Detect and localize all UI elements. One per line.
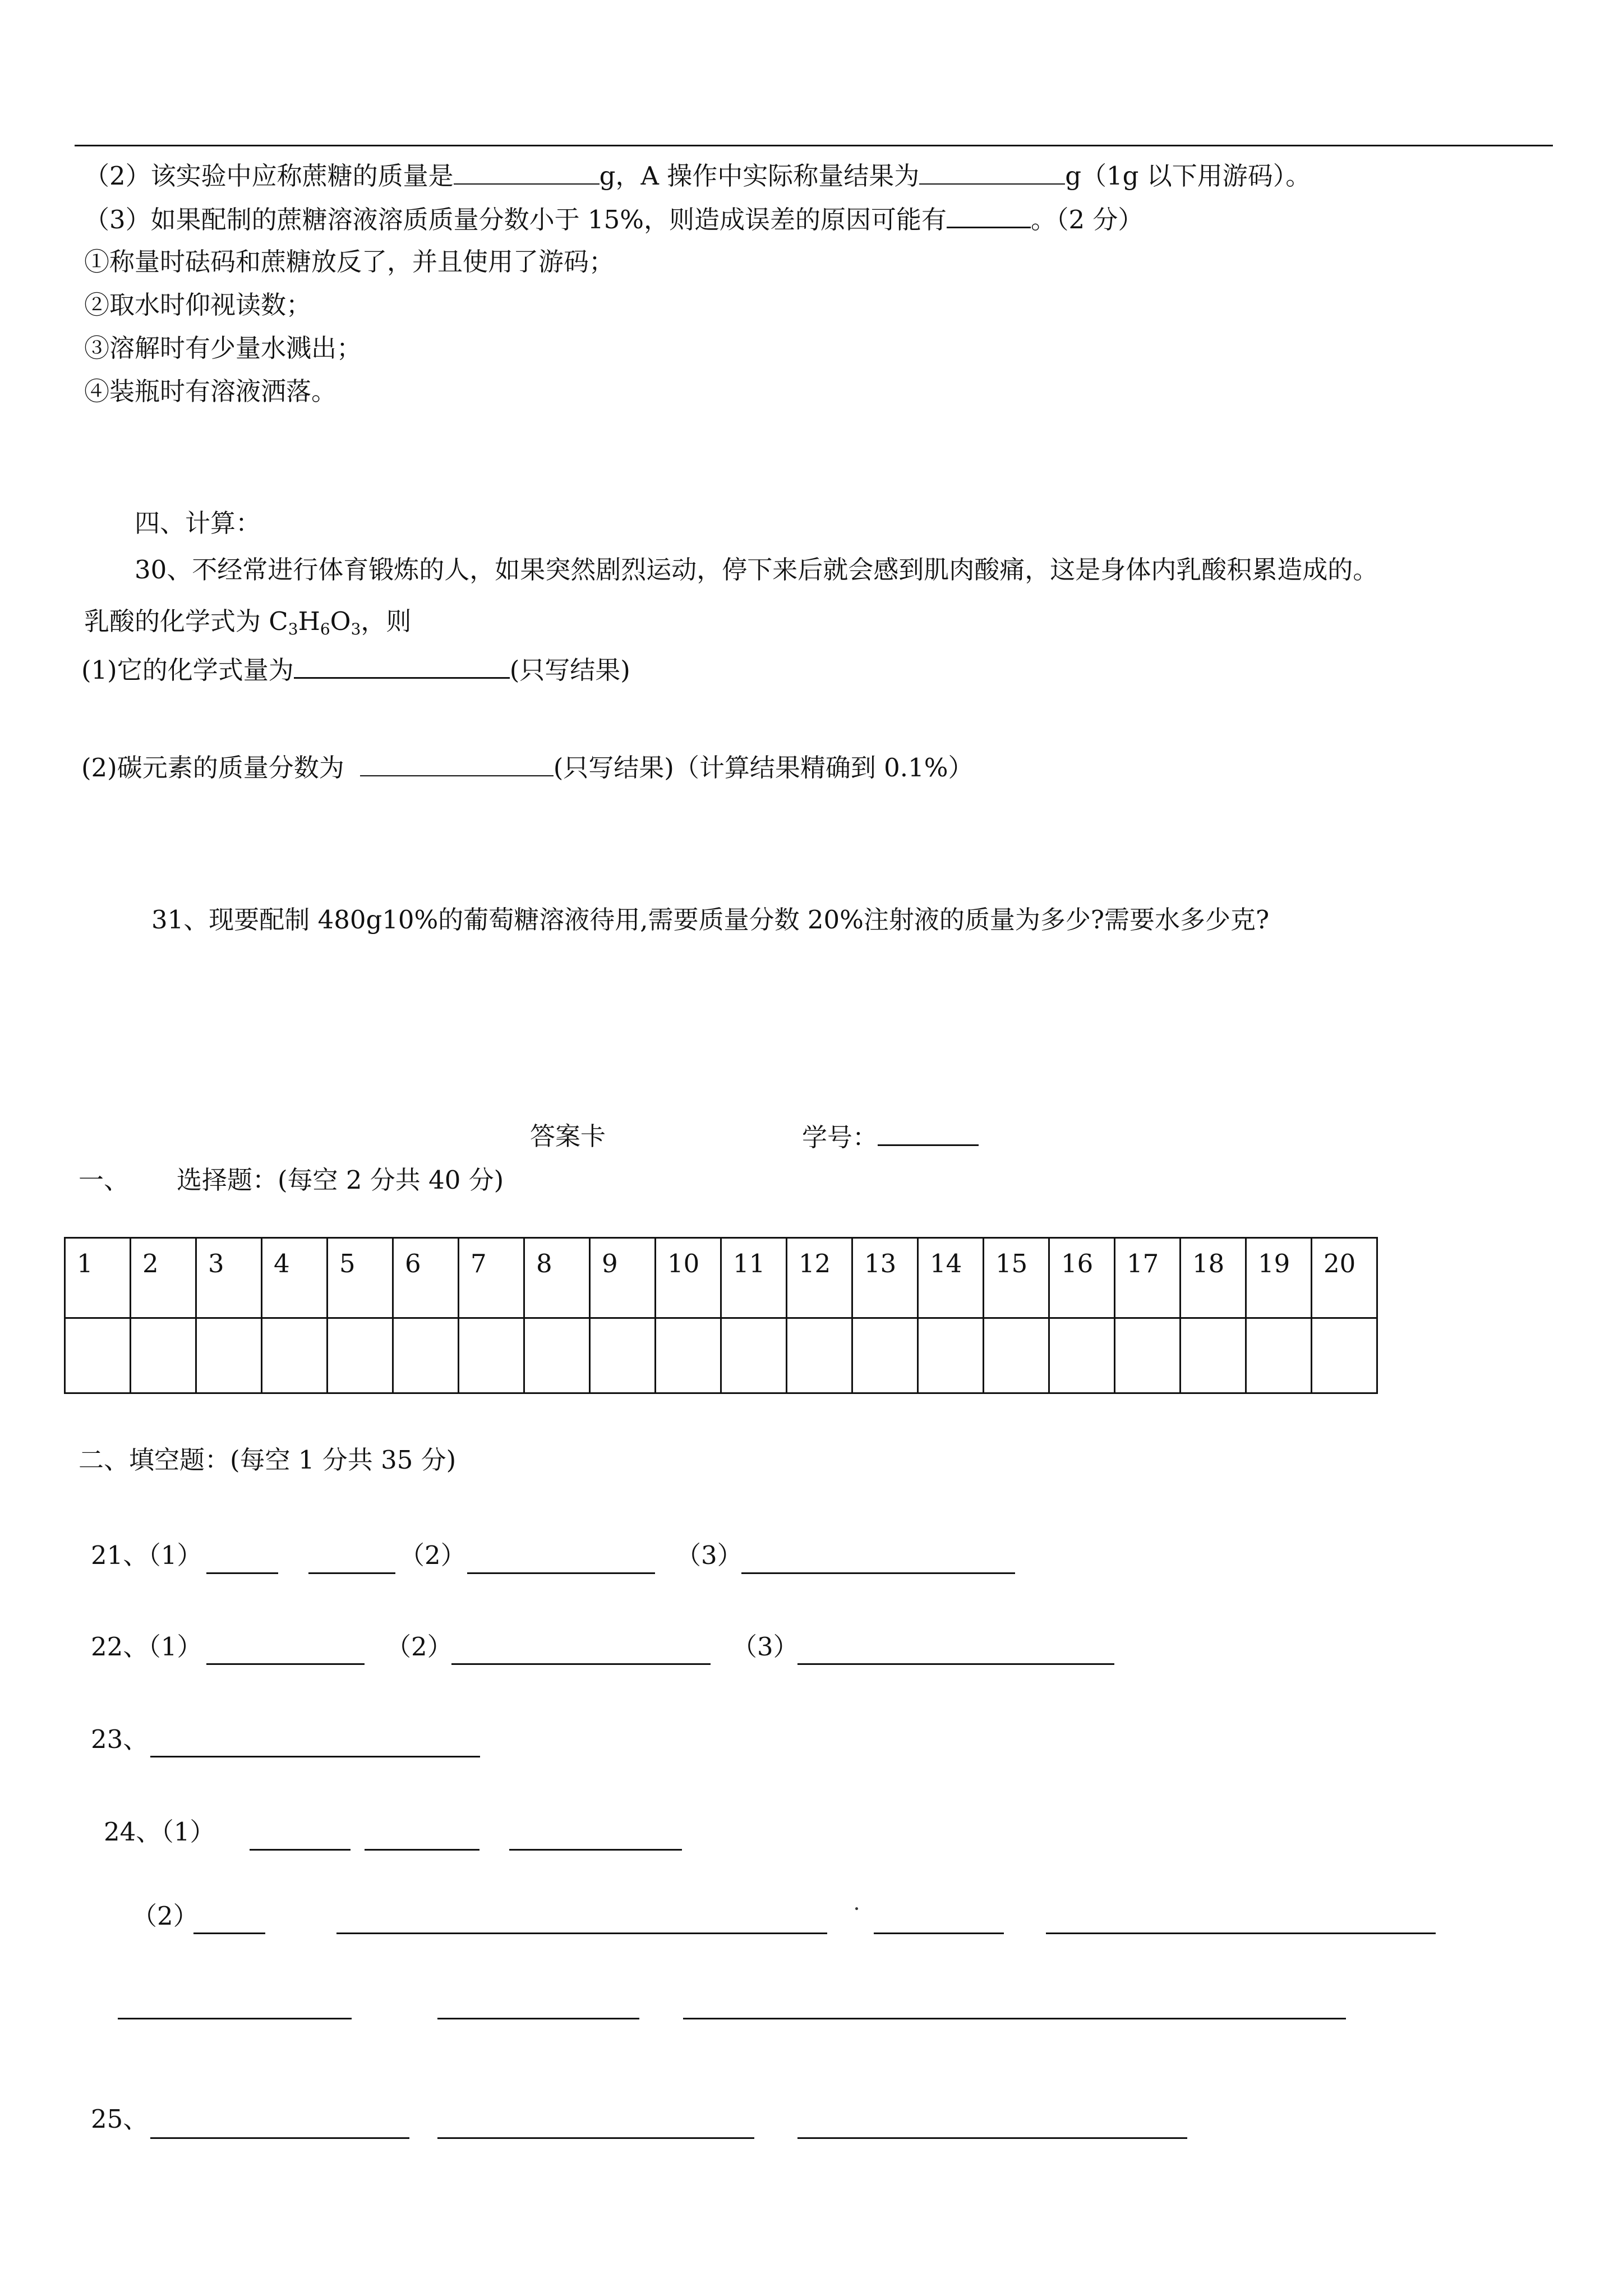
answer-cell[interactable] <box>328 1318 393 1393</box>
grid-number: 8 <box>536 1249 552 1278</box>
sec1-number: 一、 <box>79 1165 130 1195</box>
answer-cell[interactable] <box>524 1318 590 1393</box>
q24-label-2: （2） <box>132 1901 199 1931</box>
q29-part2: （2）该实验中应称蔗糖的质量是 g，A 操作中实际称量结果为 g（1g 以下用游码）。 <box>84 161 1311 191</box>
grid-number: 1 <box>77 1249 93 1278</box>
grid-number: 12 <box>799 1249 831 1278</box>
grid-number: 15 <box>995 1249 1028 1278</box>
q24-blank-3c[interactable] <box>683 2018 1346 2019</box>
grid-number: 2 <box>142 1249 159 1278</box>
q21-blank-2[interactable] <box>467 1572 655 1574</box>
grid-number: 13 <box>864 1249 897 1278</box>
grid-number: 10 <box>667 1249 700 1278</box>
q30-part1: (1)它的化学式量为 (只写结果) <box>81 654 630 686</box>
answer-cell[interactable] <box>852 1318 918 1393</box>
grid-number: 4 <box>274 1249 290 1278</box>
grid-number: 3 <box>208 1249 224 1278</box>
grid-number: 7 <box>471 1249 487 1278</box>
q21-label-3: （3） <box>676 1540 743 1570</box>
answer-cell[interactable] <box>721 1318 787 1393</box>
q21-blank-3[interactable] <box>741 1572 1015 1574</box>
q24-blank-2d[interactable] <box>1046 1932 1436 1934</box>
blank-sugar-mass[interactable] <box>454 160 600 185</box>
q24-label: 24、（1） <box>104 1817 215 1847</box>
q25-blank-2[interactable] <box>437 2137 754 2139</box>
q30-line2: 乳酸的化学式为 $C_3H_6O_3$，则 <box>84 606 412 638</box>
q22-label-3: （3） <box>732 1632 799 1662</box>
sec1-label: 选择题：(每空 2 分共 40 分) <box>177 1165 504 1195</box>
q24-blank-2b[interactable] <box>336 1932 827 1934</box>
grid-number: 18 <box>1192 1249 1225 1278</box>
answer-cell[interactable] <box>787 1318 852 1393</box>
q22-label-2: （2） <box>386 1632 453 1662</box>
answer-grid <box>64 1237 1378 1394</box>
q24-blank-1b[interactable] <box>365 1849 479 1851</box>
blank-error-reason[interactable] <box>947 203 1031 228</box>
section4-heading: 四、计算： <box>135 508 261 538</box>
grid-number: 11 <box>733 1249 766 1278</box>
answer-cell[interactable] <box>131 1318 196 1393</box>
answer-cell[interactable] <box>1049 1318 1115 1393</box>
answer-card-title: 答案卡 <box>530 1121 606 1151</box>
blank-formula-mass[interactable] <box>294 654 510 679</box>
grid-number: 5 <box>339 1249 356 1278</box>
q24-blank-2c[interactable] <box>874 1932 1004 1934</box>
grid-number: 9 <box>602 1249 618 1278</box>
q24-blank-1a[interactable] <box>250 1849 351 1851</box>
answer-cell[interactable] <box>459 1318 524 1393</box>
sec2-label: 二、填空题：(每空 1 分共 35 分) <box>79 1445 457 1475</box>
q24-blank-1c[interactable] <box>509 1849 682 1851</box>
grid-answer-row <box>65 1318 1377 1393</box>
q22-blank-1[interactable] <box>206 1663 365 1665</box>
q22-blank-3[interactable] <box>797 1663 1114 1665</box>
q30-part2: (2)碳元素的质量分数为 (只写结果)（计算结果精确到 0.1%） <box>81 753 974 783</box>
blank-carbon-fraction[interactable] <box>360 752 554 776</box>
q25-blank-3[interactable] <box>797 2137 1187 2139</box>
grid-number: 20 <box>1324 1249 1356 1278</box>
stray-dot <box>855 1907 858 1910</box>
q23-blank[interactable] <box>150 1756 480 1757</box>
answer-cell[interactable] <box>65 1318 131 1393</box>
student-number: 学号： <box>802 1121 979 1153</box>
grid-number: 16 <box>1061 1249 1094 1278</box>
q22-label: 22、（1） <box>91 1632 202 1662</box>
q22-blank-2[interactable] <box>451 1663 711 1665</box>
answer-cell[interactable] <box>590 1318 656 1393</box>
answer-cell[interactable] <box>1246 1318 1312 1393</box>
answer-cell[interactable] <box>262 1318 328 1393</box>
grid-number: 6 <box>405 1249 421 1278</box>
answer-cell[interactable] <box>1115 1318 1181 1393</box>
answer-cell[interactable] <box>918 1318 984 1393</box>
grid-number-row <box>65 1238 1377 1318</box>
option-3: ③溶解时有少量水溅出； <box>84 333 362 363</box>
q23-label: 23、 <box>91 1724 149 1754</box>
q21-blank-1b[interactable] <box>308 1572 395 1574</box>
grid-number: 14 <box>930 1249 962 1278</box>
student-number-field[interactable] <box>878 1121 979 1146</box>
grid-number: 17 <box>1127 1249 1159 1278</box>
grid-number: 19 <box>1258 1249 1290 1278</box>
answer-cell[interactable] <box>1312 1318 1377 1393</box>
q30-line1: 30、不经常进行体育锻炼的人，如果突然剧烈运动，停下来后就会感到肌肉酸痛，这是身体内乳酸积累造成的。 <box>135 555 1378 585</box>
answer-cell[interactable] <box>1181 1318 1246 1393</box>
q24-blank-3a[interactable] <box>118 2018 352 2019</box>
q25-blank-1[interactable] <box>150 2137 409 2139</box>
q24-blank-3b[interactable] <box>437 2018 639 2019</box>
q29-part3: （3）如果配制的蔗糖溶液溶质质量分数小于 15%，则造成误差的原因可能有 。（2 分） <box>84 203 1143 236</box>
q31-text: 31、现要配制 480g10%的葡萄糖溶液待用,需要质量分数 20%注射液的质量为多少?需要水多少克? <box>151 905 1270 935</box>
option-4: ④装瓶时有溶液洒落。 <box>84 376 337 406</box>
answer-cell[interactable] <box>656 1318 721 1393</box>
q21-label: 21、（1） <box>91 1540 202 1570</box>
option-2: ②取水时仰视读数； <box>84 290 312 320</box>
answer-cell[interactable] <box>393 1318 459 1393</box>
q21-label-2: （2） <box>399 1540 466 1570</box>
top-rule <box>75 145 1553 146</box>
answer-cell[interactable] <box>196 1318 262 1393</box>
q21-blank-1a[interactable] <box>206 1572 278 1574</box>
blank-actual-mass[interactable] <box>919 160 1065 185</box>
q25-label: 25、 <box>91 2104 149 2134</box>
q24-blank-2a[interactable] <box>193 1932 265 1934</box>
answer-cell[interactable] <box>984 1318 1049 1393</box>
option-1: ①称量时砝码和蔗糖放反了，并且使用了游码； <box>84 247 615 277</box>
